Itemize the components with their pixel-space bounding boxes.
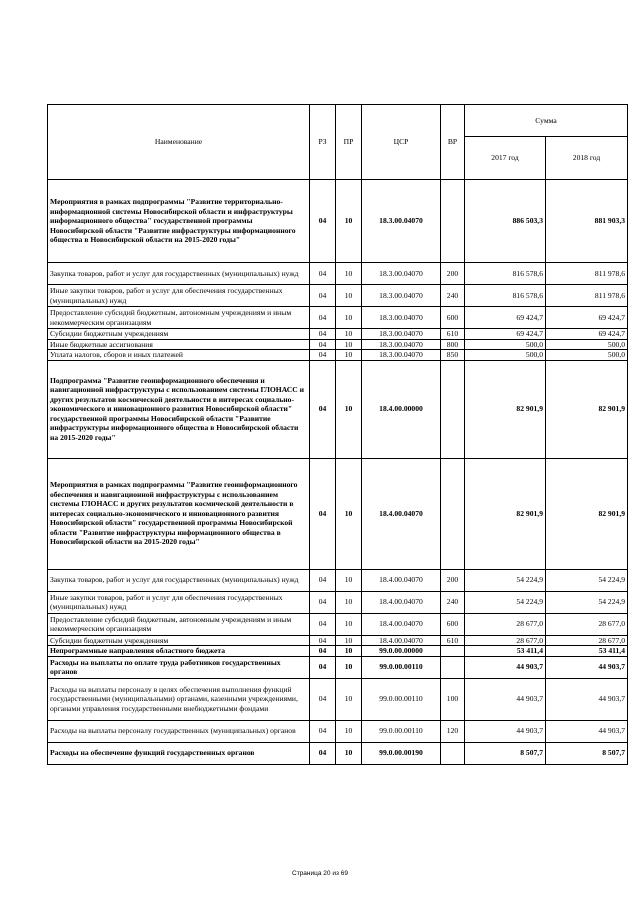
cell-name: Иные закупки товаров, работ и услуг для обеспечения государственных (муниципальных) нужд [48,285,310,307]
cell-y2018: 811 978,6 [546,285,628,307]
cell-rz: 04 [310,339,336,350]
cell-pr: 10 [336,591,362,613]
cell-y2017: 44 903,7 [465,720,546,742]
cell-vr: 610 [441,635,465,646]
cell-y2018: 500,0 [546,339,628,350]
cell-rz: 04 [310,678,336,720]
cell-y2018: 811 978,6 [546,263,628,285]
cell-csr: 18.3.00.04070 [362,180,441,263]
header-2017: 2017 год [465,137,546,180]
cell-rz: 04 [310,458,336,569]
cell-rz: 04 [310,180,336,263]
cell-pr: 10 [336,180,362,263]
cell-rz: 04 [310,720,336,742]
cell-pr: 10 [336,678,362,720]
cell-csr: 99.0.00.00110 [362,720,441,742]
cell-name: Мероприятия в рамках подпрограммы "Развитие геоинформационного обеспечения и навигационной инфраструктуры с использованием системы ГЛОНАСС и других результатов космической деятельности в интересах социально-экономического и инновационного развития Новосибирской области" государственной программы Новосибирской области "Развитие инфраструктуры информационного общества в Новосибирской области на 2015-2020 годы" [48,458,310,569]
cell-y2017: 69 424,7 [465,307,546,329]
table-row [48,635,628,646]
header-sum: Сумма [465,105,628,137]
budget-table [47,104,628,765]
cell-pr: 10 [336,613,362,635]
cell-rz: 04 [310,307,336,329]
cell-rz: 04 [310,656,336,678]
cell-name: Мероприятия в рамках подпрограммы "Развитие территориально-информационной системы Новосибирской области и инфраструктуры информационного общества" государственной программы Новосибирской области "Развитие инфраструктуры информационного общества в Новосибирской области на 2015-2020 годы" [48,180,310,263]
cell-y2017: 500,0 [465,350,546,361]
table-row [48,360,628,458]
cell-csr: 18.4.00.04070 [362,569,441,591]
cell-y2017: 69 424,7 [465,329,546,340]
cell-pr: 10 [336,656,362,678]
cell-name: Иные закупки товаров, работ и услуг для обеспечения государственных (муниципальных) нужд [48,591,310,613]
cell-y2018: 54 224,9 [546,569,628,591]
cell-csr: 18.4.00.04070 [362,591,441,613]
cell-y2017: 44 903,7 [465,656,546,678]
cell-name: Закупка товаров, работ и услуг для государственных (муниципальных) нужд [48,569,310,591]
cell-name: Подпрограмма "Развитие геоинформационного обеспечения и навигационной инфраструктуры с использованием системы ГЛОНАСС и других результатов космической деятельности в интересах социально-экономического и инновационного развития Новосибирской области" государственной программы Новосибирской области "Развитие инфраструктуры информационного общества в Новосибирской области на 2015-2020 годы" [48,360,310,458]
cell-y2017: 28 677,0 [465,635,546,646]
cell-vr: 800 [441,339,465,350]
cell-pr: 10 [336,635,362,646]
cell-rz: 04 [310,635,336,646]
cell-vr: 240 [441,285,465,307]
cell-vr: 850 [441,350,465,361]
cell-csr: 99.0.00.00110 [362,656,441,678]
header-name: Наименование [48,105,310,180]
cell-name: Расходы на обеспечение функций государственных органов [48,742,310,764]
table-row [48,307,628,329]
cell-name: Иные бюджетные ассигнования [48,339,310,350]
cell-rz: 04 [310,285,336,307]
cell-vr [441,180,465,263]
cell-y2018: 8 507,7 [546,742,628,764]
cell-name: Закупка товаров, работ и услуг для государственных (муниципальных) нужд [48,263,310,285]
cell-pr: 10 [336,720,362,742]
cell-csr: 99.0.00.00110 [362,678,441,720]
cell-name: Субсидии бюджетным учреждениям [48,635,310,646]
cell-pr: 10 [336,569,362,591]
cell-name: Расходы на выплаты по оплате труда работников государственных органов [48,656,310,678]
table-row [48,180,628,263]
page-footer: Страница 20 из 69 [292,870,348,877]
cell-y2017: 816 578,6 [465,263,546,285]
cell-y2018: 28 677,0 [546,613,628,635]
table-row [48,329,628,340]
cell-y2017: 54 224,9 [465,591,546,613]
cell-csr: 18.4.00.04070 [362,458,441,569]
cell-y2018: 82 901,9 [546,360,628,458]
cell-vr [441,458,465,569]
header-2018: 2018 год [546,137,628,180]
cell-pr: 10 [336,742,362,764]
cell-vr: 120 [441,720,465,742]
table-row [48,263,628,285]
cell-pr: 10 [336,263,362,285]
cell-csr: 18.3.00.04070 [362,285,441,307]
cell-y2017: 82 901,9 [465,360,546,458]
cell-rz: 04 [310,646,336,657]
table-row [48,339,628,350]
table-row [48,613,628,635]
table-row [48,656,628,678]
cell-y2018: 53 411,4 [546,646,628,657]
cell-rz: 04 [310,742,336,764]
cell-name: Субсидии бюджетным учреждениям [48,329,310,340]
cell-pr: 10 [336,458,362,569]
cell-vr: 240 [441,591,465,613]
table-row [48,720,628,742]
cell-csr: 99.0.00.00190 [362,742,441,764]
cell-vr [441,646,465,657]
cell-csr: 18.4.00.04070 [362,613,441,635]
table-row [48,350,628,361]
cell-y2018: 44 903,7 [546,678,628,720]
cell-y2017: 82 901,9 [465,458,546,569]
table-row [48,285,628,307]
table-row [48,569,628,591]
cell-rz: 04 [310,329,336,340]
cell-vr: 600 [441,613,465,635]
cell-csr: 99.0.00.00000 [362,646,441,657]
table-row [48,678,628,720]
cell-rz: 04 [310,360,336,458]
cell-csr: 18.3.00.04070 [362,263,441,285]
cell-y2017: 54 224,9 [465,569,546,591]
cell-y2018: 69 424,7 [546,307,628,329]
cell-csr: 18.3.00.04070 [362,339,441,350]
cell-y2017: 44 903,7 [465,678,546,720]
cell-csr: 18.3.00.04070 [362,307,441,329]
cell-rz: 04 [310,350,336,361]
cell-pr: 10 [336,360,362,458]
cell-pr: 10 [336,329,362,340]
header-vr: ВР [441,105,465,180]
header-csr: ЦСР [362,105,441,180]
table-row [48,591,628,613]
cell-csr: 18.4.00.00000 [362,360,441,458]
cell-y2018: 44 903,7 [546,720,628,742]
cell-rz: 04 [310,591,336,613]
cell-name: Уплата налогов, сборов и иных платежей [48,350,310,361]
cell-vr [441,360,465,458]
cell-y2017: 816 578,6 [465,285,546,307]
cell-y2018: 69 424,7 [546,329,628,340]
table-row [48,458,628,569]
cell-csr: 18.3.00.04070 [362,350,441,361]
cell-pr: 10 [336,285,362,307]
cell-vr: 610 [441,329,465,340]
cell-rz: 04 [310,263,336,285]
cell-csr: 18.3.00.04070 [362,329,441,340]
cell-vr: 200 [441,569,465,591]
cell-pr: 10 [336,350,362,361]
header-pr: ПР [336,105,362,180]
cell-y2018: 44 903,7 [546,656,628,678]
cell-y2018: 82 901,9 [546,458,628,569]
cell-name: Расходы на выплаты персоналу в целях обеспечения выполнения функций государственными (муниципальными) органами, казенными учреждениями, органами управления государственными внебюджетными фондами [48,678,310,720]
cell-y2017: 886 503,3 [465,180,546,263]
cell-y2018: 881 903,3 [546,180,628,263]
cell-name: Предоставление субсидий бюджетным, автономным учреждениям и иным некоммерческим организациям [48,613,310,635]
table-row [48,742,628,764]
cell-name: Предоставление субсидий бюджетным, автономным учреждениям и иным некоммерческим организациям [48,307,310,329]
table-body [48,180,628,765]
cell-pr: 10 [336,307,362,329]
cell-y2017: 500,0 [465,339,546,350]
cell-y2017: 8 507,7 [465,742,546,764]
table-header [48,105,628,180]
table-row [48,646,628,657]
cell-pr: 10 [336,339,362,350]
cell-rz: 04 [310,569,336,591]
cell-vr [441,656,465,678]
cell-y2018: 28 677,0 [546,635,628,646]
cell-csr: 18.4.00.04070 [362,635,441,646]
cell-name: Расходы на выплаты персоналу государственных (муниципальных) органов [48,720,310,742]
cell-vr: 600 [441,307,465,329]
cell-vr [441,742,465,764]
cell-name: Непрограммные направления областного бюджета [48,646,310,657]
cell-y2018: 500,0 [546,350,628,361]
cell-rz: 04 [310,613,336,635]
header-rz: РЗ [310,105,336,180]
cell-y2017: 53 411,4 [465,646,546,657]
cell-pr: 10 [336,646,362,657]
cell-y2018: 54 224,9 [546,591,628,613]
cell-vr: 200 [441,263,465,285]
cell-vr: 100 [441,678,465,720]
cell-y2017: 28 677,0 [465,613,546,635]
